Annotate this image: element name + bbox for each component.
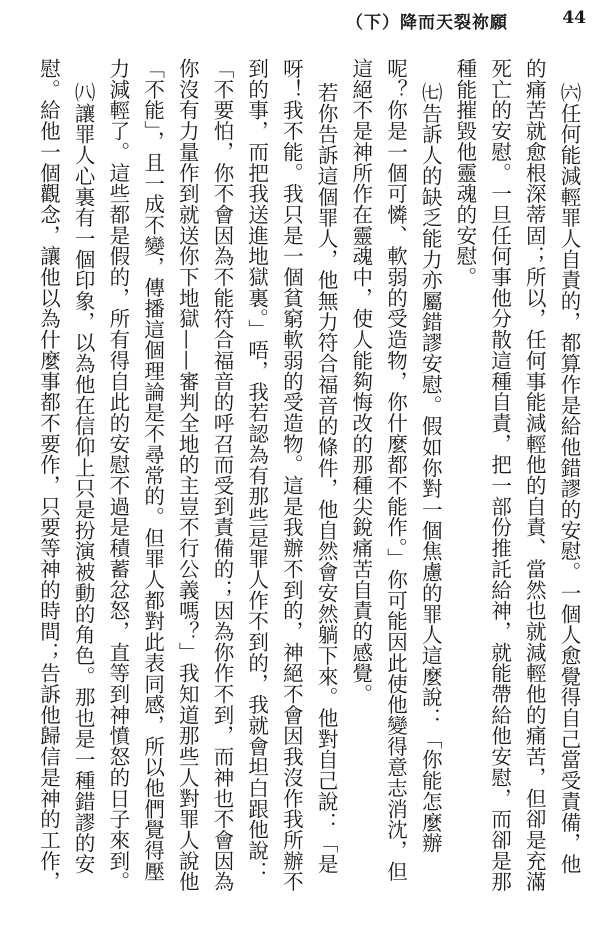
text-line: 死亡的安慰。一旦任何事他分散這種自責，把一部份推託給神，就能帶給他安慰，而卻是那 <box>487 58 512 892</box>
text-line: 「不要怕，你不會因為不能符合福音的呼召而受到責備的；因為你作不到，而神也不會因為 <box>209 58 234 892</box>
page-header <box>0 8 600 34</box>
text-line: ㈧讓罪人心裏有一個印象，以為他在信仰上只是扮演被動的角色。那也是一種錯謬的安 <box>71 82 96 875</box>
text-line: ㈦告訴人的缺乏能力亦屬錯謬安慰。假如你對一個焦慮的罪人這麼說：「你能怎麼辦 <box>418 82 443 854</box>
text-line: 呢？你是一個可憐、軟弱的受造物，你什麼都不能作。」你可能因此使他變得意志消沈，但 <box>383 58 408 882</box>
text-line: 呀！我不能。我只是一個貧窮軟弱的受造物。這是我辦不到的，神絕不會因我沒作我所辦不 <box>279 58 304 892</box>
text-line: 到的事，而把我送進地獄裏。」唔，我若認為有那些是罪人作不到的，我就會坦白跟他說： <box>244 58 269 882</box>
text-line: 若你告訴這個罪人，他無力符合福音的條件，他自然會安然躺下來。他對自己說：「是 <box>314 82 339 875</box>
page-number: 44 <box>562 8 586 28</box>
text-line: 你沒有力量作到就送你下地獄——審判全地的主豈不行公義嗎？」我知道那些人對罪人說他 <box>175 58 200 892</box>
text-line: 這絕不是神所作在靈魂中，使人能夠悔改的那種尖銳痛苦自責的感覺。 <box>348 58 373 705</box>
text-line: 「不能」，且一成不變，傳播這個理論是不尋常的。但罪人都對此表同感，所以他們覺得壓 <box>140 58 165 882</box>
text-line: 種能摧毀他靈魂的安慰。 <box>452 58 477 288</box>
text-line: 力減輕了。這些都是假的，所有得自此的安慰不過是積蓄忿怒，直等到神憤怒的日子來到。 <box>105 58 130 892</box>
body-text <box>11 58 586 920</box>
text-line: 慰。給他一個觀念，讓他以為什麼事都不要作，只要等神的時間；告訴他歸信是神的工作， <box>36 58 61 892</box>
text-line: ㈥任何能減輕罪人自責的，都算作是給他錯謬的安慰。一個人愈覺得自己當受責備，他 <box>557 82 581 875</box>
text-line: 的痛苦就愈根深蒂固；所以，任何事能減輕他的自責、當然也就減輕他的痛苦，但卻是充滿 <box>522 58 547 892</box>
chapter-title: （下）降而天裂祢願 <box>346 13 508 33</box>
